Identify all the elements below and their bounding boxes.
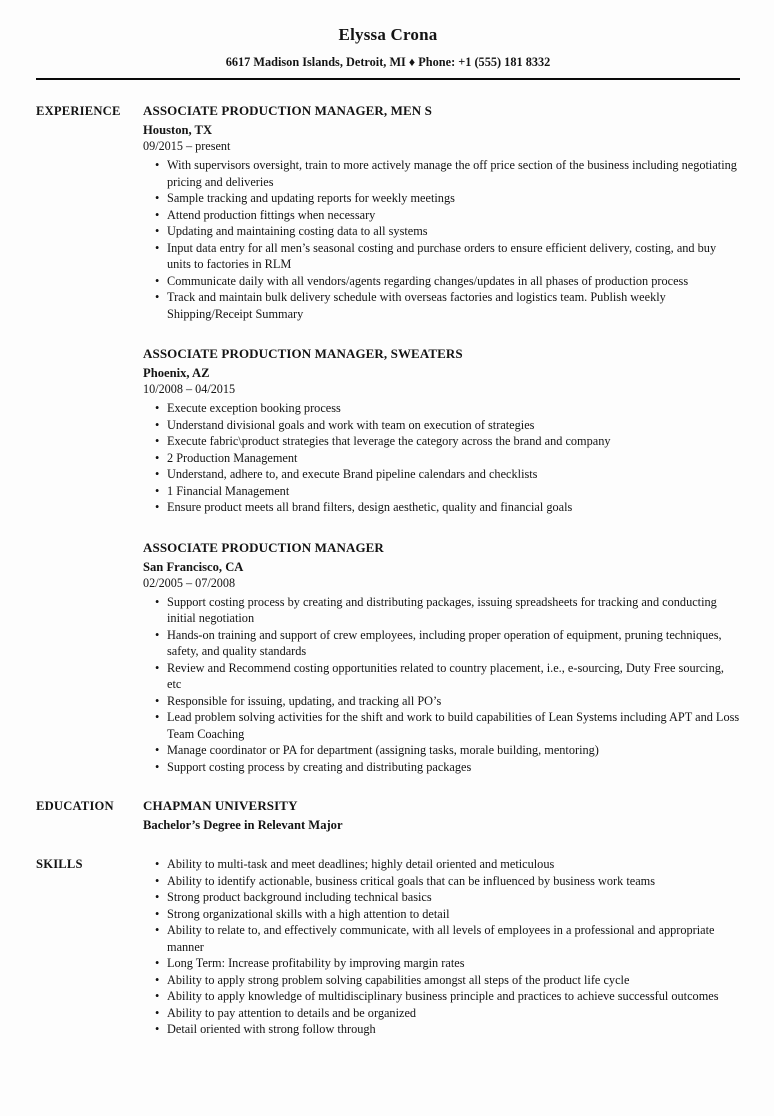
bullet-item: • Execute exception booking process [155, 400, 740, 417]
header-divider [36, 78, 740, 80]
job-title: ASSOCIATE PRODUCTION MANAGER, SWEATERS [143, 346, 463, 361]
section-education [36, 798, 740, 833]
bullet-item: • Review and Recommend costing opportunities related to country placement, i.e., e-sourcing, Duty Free sourcing, etc [155, 660, 740, 693]
job-entry-2 [143, 346, 740, 516]
job-location: San Francisco, CA [143, 559, 244, 574]
education-content [143, 798, 740, 833]
job-title: ASSOCIATE PRODUCTION MANAGER, MEN S [143, 103, 432, 118]
bullet-item: • Attend production fittings when necessary [155, 207, 740, 224]
bullet-item: • 1 Financial Management [155, 483, 740, 500]
bullet-item: • Track and maintain bulk delivery schedule with overseas factories and logistics team. Publish weekly Shipping/Receipt Summary [155, 289, 740, 322]
bullet-item: • Input data entry for all men’s seasonal costing and purchase orders to ensure efficient delivery, costing, and buy units to factories in RLM [155, 240, 740, 273]
section-label-skills: SKILLS [36, 857, 83, 871]
bullet-item: • Manage coordinator or PA for department (assigning tasks, morale building, mentoring) [155, 742, 740, 759]
bullet-item: • Ability to relate to, and effectively communicate, with all levels of employees in a professional and appropriate manner [155, 922, 740, 955]
section-label-education: EDUCATION [36, 799, 114, 813]
bullet-item: • Ability to pay attention to details and be organized [155, 1005, 740, 1022]
job-bullet-list [143, 157, 740, 322]
skills-content [143, 856, 740, 1038]
job-location: Houston, TX [143, 123, 213, 137]
contact-line: 6617 Madison Islands, Detroit, MI ♦ Phone: +1 (555) 181 8332 [225, 55, 551, 69]
bullet-item: • Hands-on training and support of crew employees, including proper operation of equipment, pruning techniques, safety, and quality standards [155, 627, 740, 660]
bullet-item: • Strong product background including technical basics [155, 889, 740, 906]
bullet-item: • Ensure product meets all brand filters, design aesthetic, quality and financial goals [155, 499, 740, 516]
experience-content [143, 103, 740, 775]
education-school: CHAPMAN UNIVERSITY [143, 798, 298, 813]
bullet-item: • 2 Production Management [155, 450, 740, 467]
job-title: ASSOCIATE PRODUCTION MANAGER [143, 539, 384, 555]
bullet-item: • Detail oriented with strong follow through [155, 1021, 740, 1038]
job-dates: 09/2015 – present [143, 139, 231, 153]
job-bullet-list [143, 400, 740, 516]
bullet-item: • Communicate daily with all vendors/agents regarding changes/updates in all phases of production process [155, 273, 740, 290]
job-location: Phoenix, AZ [143, 366, 210, 380]
bullet-item: • Ability to apply knowledge of multidisciplinary business principle and practices to achieve successful outcomes [155, 988, 740, 1005]
bullet-item: • Execute fabric\product strategies that leverage the category across the brand and company [155, 433, 740, 450]
job-entry-3 [143, 540, 740, 776]
bullet-item: • Strong organizational skills with a high attention to detail [155, 906, 740, 923]
section-label-experience: EXPERIENCE [36, 104, 121, 118]
resume-header [36, 22, 740, 80]
job-bullet-list [143, 594, 740, 776]
bullet-item: • Sample tracking and updating reports for weekly meetings [155, 190, 740, 207]
skills-bullet-list [143, 856, 740, 1038]
bullet-item: • Understand, adhere to, and execute Brand pipeline calendars and checklists [155, 466, 740, 483]
bullet-item: • Understand divisional goals and work with team on execution of strategies [155, 417, 740, 434]
bullet-item: • With supervisors oversight, train to more actively manage the off price section of the business including negotiating pricing and deliveries [155, 157, 740, 190]
candidate-name: Elyssa Crona [338, 25, 438, 44]
bullet-item: • Ability to multi-task and meet deadlines; highly detail oriented and meticulous [155, 856, 740, 873]
bullet-item: • Updating and maintaining costing data to all systems [155, 223, 740, 240]
job-dates: 02/2005 – 07/2008 [143, 575, 236, 590]
bullet-item: • Responsible for issuing, updating, and tracking all PO’s [155, 693, 740, 710]
section-skills [36, 856, 740, 1038]
job-dates: 10/2008 – 04/2015 [143, 382, 236, 396]
bullet-item: • Long Term: Increase profitability by improving margin rates [155, 955, 740, 972]
section-experience [36, 103, 740, 775]
bullet-item: • Ability to identify actionable, business critical goals that can be influenced by business work teams [155, 873, 740, 890]
job-entry-1 [143, 103, 740, 322]
bullet-item: • Ability to apply strong problem solving capabilities amongst all steps of the product life cycle [155, 972, 740, 989]
education-degree: Bachelor’s Degree in Relevant Major [143, 818, 343, 832]
bullet-item: • Support costing process by creating and distributing packages, issuing spreadsheets for tracking and conducting initial negotiation [155, 594, 740, 627]
bullet-item: • Lead problem solving activities for the shift and work to build capabilities of Lean Systems including APT and Loss Team Coaching [155, 709, 740, 742]
bullet-item: • Support costing process by creating and distributing packages [155, 759, 740, 776]
